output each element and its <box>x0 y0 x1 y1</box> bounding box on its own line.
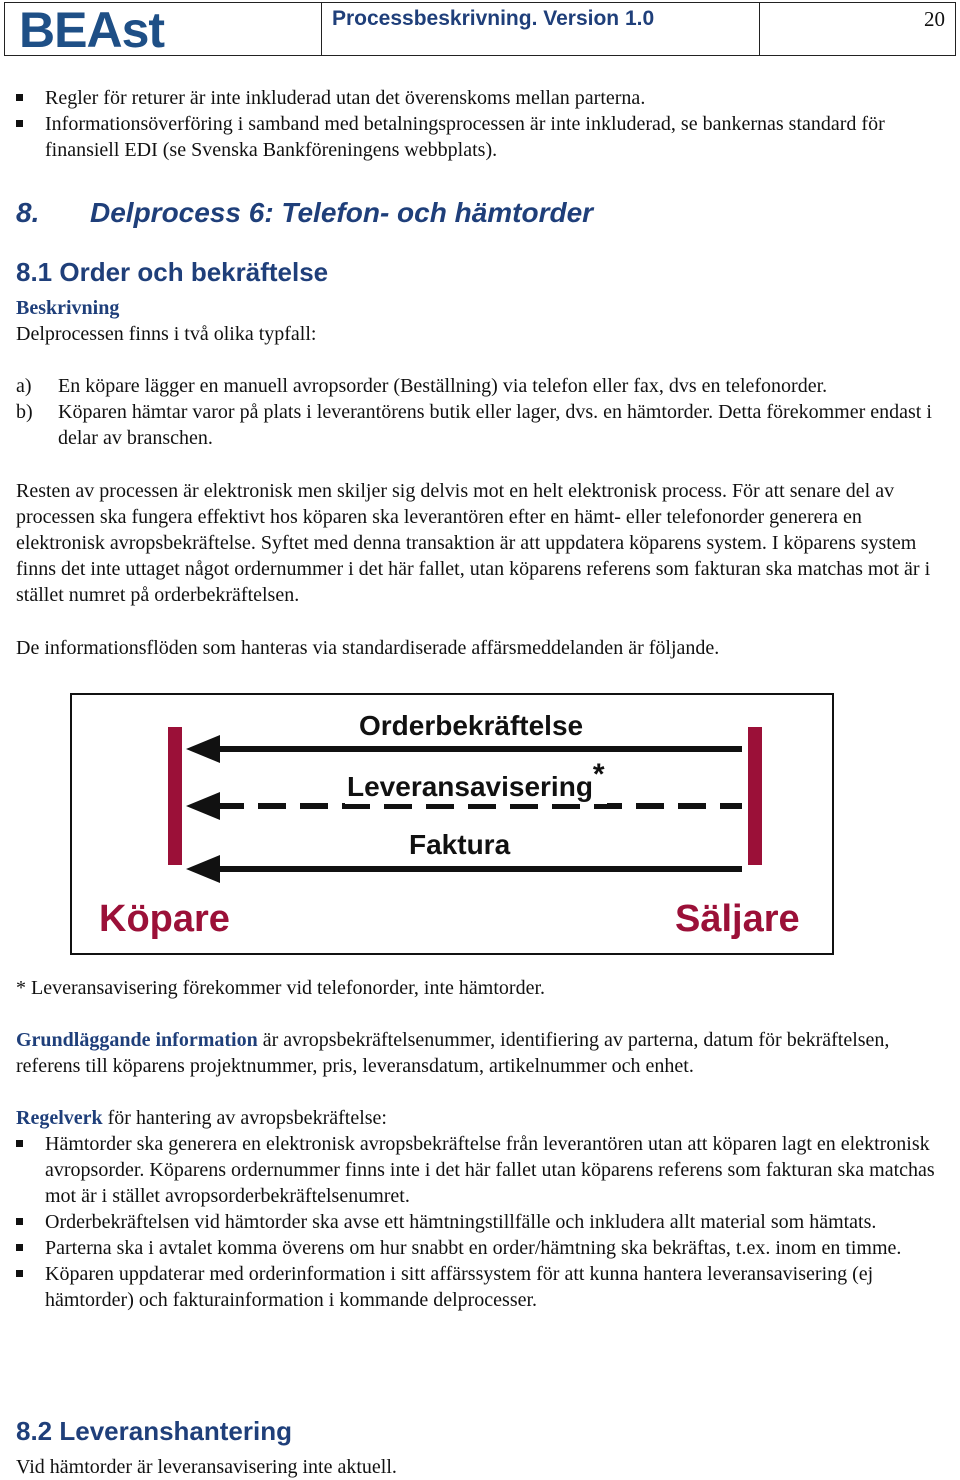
section-number: 8. <box>16 197 40 228</box>
flow-label-faktura: Faktura <box>409 829 511 860</box>
diagram-footnote: * Leveransavisering förekommer vid telefonorder, inte hämtorder. <box>16 977 546 999</box>
case-item <box>16 399 946 451</box>
beast-logo: BEAst <box>19 2 165 58</box>
flow-label-leveransavisering-text: Leveransavisering <box>347 771 593 802</box>
page-header <box>4 2 956 56</box>
buyer-bar <box>168 727 182 865</box>
flow-label-orderbekraftelse: Orderbekräftelse <box>359 710 584 741</box>
rules-heading <box>16 1105 946 1131</box>
bullet-item: Regler för returer är inte inkluderad utan det överenskoms mellan parterna. <box>16 85 946 111</box>
seller-label: Säljare <box>675 898 800 940</box>
basic-information-lead: Grundläggande information <box>16 1029 258 1051</box>
section-heading <box>16 197 946 228</box>
case-label: a) <box>16 375 32 397</box>
case-list <box>16 373 946 451</box>
subsection-2-heading: 8.2 Leveranshantering <box>16 1416 292 1446</box>
case-label: b) <box>16 401 33 423</box>
rule-item: Parterna ska i avtalet komma överens om hur snabbt en order/hämtning ska bekräftas, t.ex. inom en timme. <box>16 1235 946 1261</box>
process-paragraph: Resten av processen är elektronisk men skiljer sig delvis mot en helt elektronisk process. För att senare del av processen ska fungera effektivt hos köparen ska leverantören efter en hämt- eller telefonorder generera en elektronisk avropsbekräftelse. Syftet med denna transaktion är att uppdatera köparens system. I köparens system finns det inte uttaget något ordernummer i det här fallet, utan köparens referens som fakturan ska matchas mot är i stället numret på orderbekräftelsen. <box>16 480 931 606</box>
seller-bar <box>748 727 762 865</box>
case-text: En köpare lägger en manuell avropsorder (Beställning) via telefon eller fax, dvs en telefonorder. <box>58 375 828 397</box>
information-flow-diagram <box>70 693 834 955</box>
flows-intro: De informationsflöden som hanteras via standardiserade affärsmeddelanden är följande. <box>16 637 720 659</box>
rule-item: Köparen uppdaterar med orderinformation i sitt affärssystem för att kunna hantera leveransavisering (ej hämtorder) och fakturainformation i kommande delprocesser. <box>16 1261 946 1313</box>
rule-item: Hämtorder ska generera en elektronisk avropsbekräftelse från leverantören utan att köparen lagt en elektronisk avropsorder. Köparens ordernummer finns inte i det här fallet utan köparens referens som fakturan ska matchas mot är i stället avropsorderbekräftelsenumret. <box>16 1131 946 1209</box>
basic-information-paragraph <box>16 1027 946 1079</box>
case-item <box>16 373 946 399</box>
rules-lead: Regelverk <box>16 1107 103 1129</box>
logo-cell <box>5 2 322 58</box>
document-title: Processbeskrivning. Version 1.0 <box>322 3 760 55</box>
description-heading: Beskrivning <box>16 297 120 319</box>
leveransavisering-arrow-head <box>186 792 220 820</box>
rules-list <box>16 1131 946 1313</box>
case-text: Köparen hämtar varor på plats i leverantörens butik eller lager, dvs. en hämtorder. Detta förekommer endast i delar av branschen. <box>58 401 932 449</box>
rule-item: Orderbekräftelsen vid hämtorder ska avse ett hämtningstillfälle och inkludera allt material som hämtats. <box>16 1209 946 1235</box>
intro-bullets <box>16 85 946 163</box>
faktura-arrow-head <box>186 855 220 883</box>
flow-label-leveransavisering <box>345 758 607 804</box>
description-intro: Delprocessen finns i två olika typfall: <box>16 323 317 345</box>
subsection-heading: 8.1 Order och bekräftelse <box>16 257 329 287</box>
subsection-2-text: Vid hämtorder är leveransavisering inte aktuell. <box>16 1456 397 1478</box>
bullet-item: Informationsöverföring i samband med betalningsprocessen är inte inkluderad, se bankernas standard för finansiell EDI (se Svenska Bankföreningens webbplats). <box>16 111 946 163</box>
basic-information-text: är avropsbekräftelsenummer, identifiering av parterna, datum för bekräftelsen, referens till köparens projektnummer, pris, leveransdatum, artikelnummer och enhet. <box>16 1029 890 1077</box>
section-title: Delprocess 6: Telefon- och hämtorder <box>90 197 594 228</box>
flow-label-marker: * <box>592 758 605 791</box>
orderbekraftelse-arrow-head <box>186 735 220 763</box>
page-number: 20 <box>924 7 945 31</box>
rules-text: för hantering av avropsbekräftelse: <box>102 1107 387 1129</box>
buyer-label: Köpare <box>99 898 230 940</box>
